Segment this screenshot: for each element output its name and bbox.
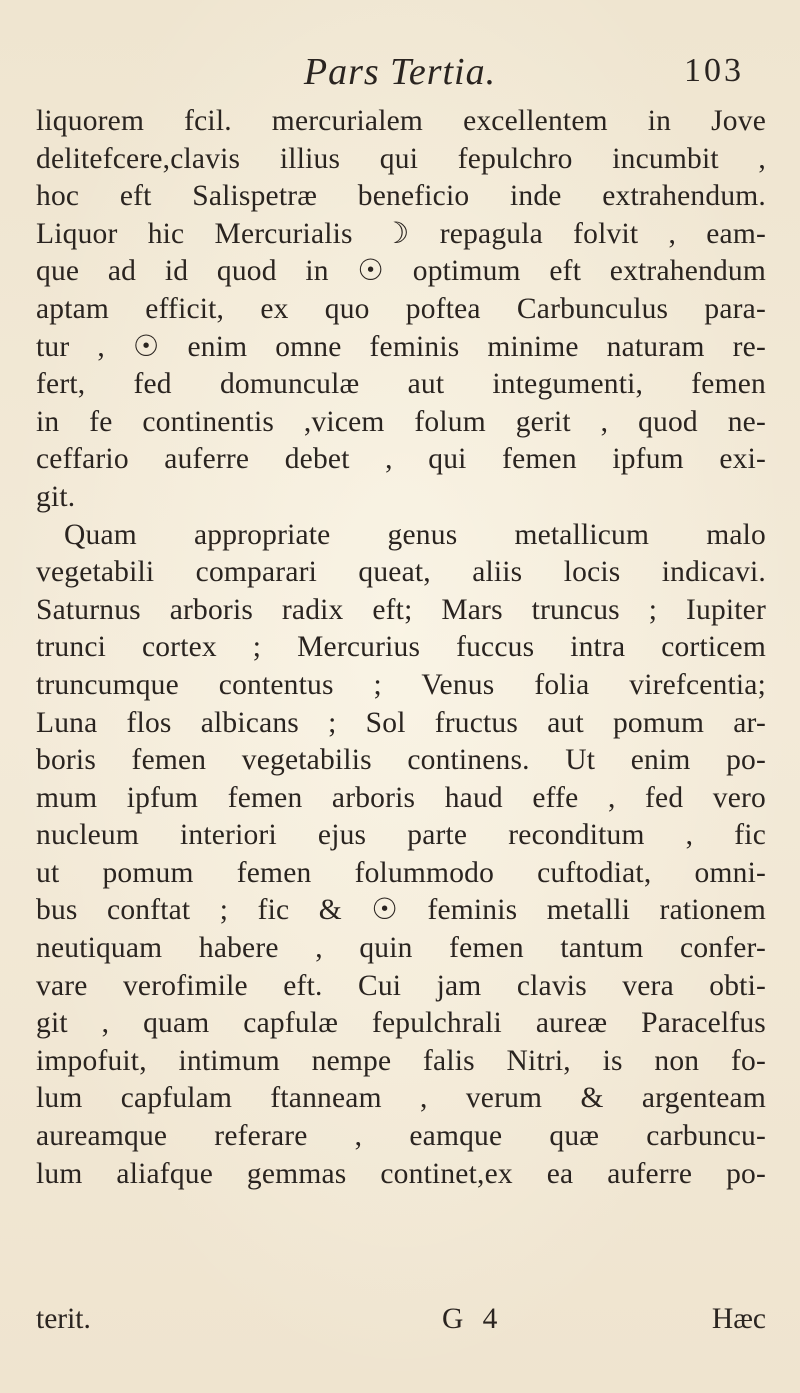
catchword: Hæc bbox=[711, 1303, 766, 1335]
signature-mark: G 4 bbox=[442, 1303, 504, 1335]
text-line: boris femen vegetabilis continens. Ut enim po- bbox=[36, 744, 766, 777]
text-line: lum aliafque gemmas continet,ex ea auferre po- bbox=[36, 1157, 766, 1190]
text-line: que ad id quod in ☉ optimum eft extrahendum bbox=[36, 255, 766, 288]
body-text bbox=[36, 103, 766, 1193]
text-line: truncumque contentus ; Venus folia virefcentia; bbox=[36, 668, 766, 701]
text-line: delitefcere,clavis illius qui fepulchro incumbit , bbox=[36, 142, 766, 175]
running-title: Pars Tertia. bbox=[303, 51, 497, 93]
text-line: tur , ☉ enim omne feminis minime naturam re- bbox=[36, 330, 766, 363]
text-line: aptam efficit, ex quo poftea Carbunculus para- bbox=[36, 292, 766, 325]
text-line: hoc eft Salispetræ beneficio inde extrahendum. bbox=[36, 180, 766, 213]
text-line: vegetabili comparari queat, aliis locis indicavi. bbox=[36, 556, 766, 589]
text-line: lum capfulam ftanneam , verum & argenteam bbox=[36, 1082, 766, 1115]
text-line: Saturnus arboris radix eft; Mars truncus ; Iupiter bbox=[36, 593, 766, 626]
text-line: git , quam capfulæ fepulchrali aureæ Paracelfus bbox=[36, 1007, 766, 1040]
text-line: git. bbox=[36, 480, 76, 513]
text-line: vare verofimile eft. Cui jam clavis vera obti- bbox=[36, 969, 766, 1002]
page-number: 103 bbox=[684, 52, 744, 89]
text-line: liquorem fcil. mercurialem excellentem in Jove bbox=[36, 105, 766, 137]
text-line: bus conftat ; fic & ☉ feminis metalli rationem bbox=[36, 894, 766, 927]
text-line: nucleum interiori ejus parte reconditum , fic bbox=[36, 819, 766, 852]
text-line: in fe continentis ,vicem folum gerit , quod ne- bbox=[36, 405, 766, 438]
text-line: impofuit, intimum nempe falis Nitri, is non fo- bbox=[36, 1044, 766, 1077]
text-line: ut pomum femen folummodo cuftodiat, omni- bbox=[36, 856, 766, 889]
text-line: mum ipfum femen arboris haud effe , fed vero bbox=[36, 781, 766, 814]
paragraph-start-line: Quam appropriate genus metallicum malo bbox=[64, 518, 766, 551]
text-line: aureamque referare , eamque quæ carbuncu- bbox=[36, 1120, 766, 1153]
page-footer bbox=[36, 1300, 766, 1338]
page-header bbox=[0, 50, 800, 94]
text-line: Liquor hic Mercurialis ☽ repagula folvit , eam- bbox=[36, 217, 766, 250]
last-line-word: terit. bbox=[36, 1303, 91, 1335]
text-line: trunci cortex ; Mercurius fuccus intra corticem bbox=[36, 631, 766, 664]
text-line: fert, fed domunculæ aut integumenti, femen bbox=[36, 368, 766, 401]
text-line: ceffario auferre debet , qui femen ipfum exi- bbox=[36, 443, 766, 476]
text-line: Luna flos albicans ; Sol fructus aut pomum ar- bbox=[36, 706, 766, 739]
text-line: neutiquam habere , quin femen tantum confer- bbox=[36, 932, 766, 965]
